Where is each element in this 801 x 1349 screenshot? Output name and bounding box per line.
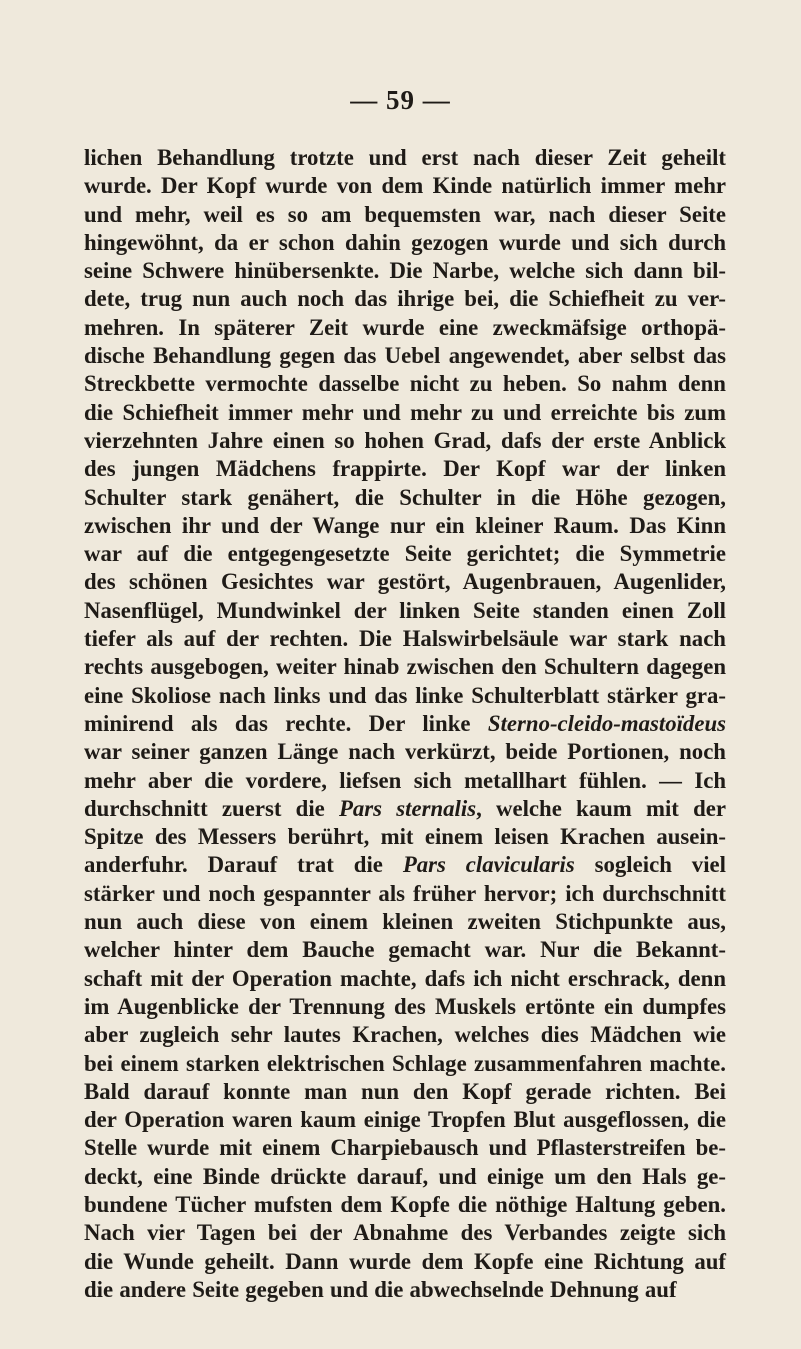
text-line bbox=[84, 540, 726, 568]
text-line bbox=[84, 738, 726, 766]
text-line bbox=[84, 625, 726, 653]
text-run: hingewöhnt, da er schon dahin gezogen wurde und sich durch bbox=[84, 229, 726, 255]
text-line bbox=[84, 257, 726, 285]
text-run: bundene Tücher mufsten dem Kopfe die nöthige Haltung geben. bbox=[84, 1191, 726, 1217]
text-run: dische Behandlung gegen das Uebel angewendet, aber selbst das bbox=[84, 343, 726, 369]
text-run: Streckbette vermochte dasselbe nicht zu heben. So nahm denn bbox=[84, 371, 726, 397]
text-line bbox=[84, 1191, 726, 1219]
text-line bbox=[84, 936, 726, 964]
text-run: seine Schwere hinübersenkte. Die Narbe, welche sich dann bil- bbox=[84, 258, 726, 284]
text-line bbox=[84, 370, 726, 398]
text-line bbox=[84, 427, 726, 455]
text-line bbox=[84, 993, 726, 1021]
text-line bbox=[84, 851, 726, 879]
text-line bbox=[84, 172, 726, 200]
text-line bbox=[84, 455, 726, 483]
text-run: die Wunde geheilt. Dann wurde dem Kopfe eine Richtung auf bbox=[84, 1248, 726, 1274]
italic-term: Pars clavicularis bbox=[402, 852, 575, 878]
text-line bbox=[84, 1276, 726, 1304]
text-line bbox=[84, 201, 726, 229]
text-line bbox=[84, 682, 726, 710]
text-run: Stelle wurde mit einem Charpiebausch und Pflasterstreifen be- bbox=[84, 1135, 726, 1161]
text-run: Spitze des Messers berührt, mit einem leisen Krachen ausein- bbox=[84, 824, 726, 850]
text-run: im Augenblicke der Trennung des Muskels ertönte ein dumpfes bbox=[84, 993, 726, 1019]
text-run: und mehr, weil es so am bequemsten war, nach dieser Seite bbox=[84, 201, 726, 227]
text-run: des jungen Mädchens frappirte. Der Kopf war der linken bbox=[84, 456, 726, 482]
text-run: stärker und noch gespannter als früher hervor; ich durchschnitt bbox=[84, 880, 726, 906]
text-run: zwischen ihr und der Wange nur ein kleiner Raum. Das Kinn bbox=[84, 512, 726, 538]
text-run: war auf die entgegengesetzte Seite gerichtet; die Symmetrie bbox=[84, 541, 726, 567]
text-line bbox=[84, 399, 726, 427]
text-line bbox=[84, 880, 726, 908]
text-line bbox=[84, 568, 726, 596]
text-line bbox=[84, 342, 726, 370]
text-run: vierzehnten Jahre einen so hohen Grad, dafs der erste Anblick bbox=[84, 427, 726, 453]
text-run: Nach vier Tagen bei der Abnahme des Verbandes zeigte sich bbox=[84, 1220, 726, 1246]
text-run: rechts ausgebogen, weiter hinab zwischen den Schultern dagegen bbox=[84, 654, 726, 680]
text-line bbox=[84, 823, 726, 851]
text-run: schaft mit der Operation machte, dafs ich nicht erschrack, denn bbox=[84, 965, 726, 991]
text-run: bei einem starken elektrischen Schlage zusammenfahren machte. bbox=[84, 1050, 726, 1076]
text-run: des schönen Gesichtes war gestört, Augenbrauen, Augenlider, bbox=[84, 569, 726, 595]
text-run: Bald darauf konnte man nun den Kopf gerade richten. Bei bbox=[84, 1078, 726, 1104]
text-line bbox=[84, 1106, 726, 1134]
text-run: sogleich viel bbox=[574, 852, 726, 878]
text-line bbox=[84, 597, 726, 625]
text-line bbox=[84, 653, 726, 681]
body-text bbox=[84, 144, 726, 1304]
text-line bbox=[84, 1134, 726, 1162]
text-line bbox=[84, 795, 726, 823]
text-line bbox=[84, 1219, 726, 1247]
text-line bbox=[84, 1050, 726, 1078]
text-run: mehr aber die vordere, liefsen sich metallhart fühlen. — Ich bbox=[84, 767, 726, 793]
text-line bbox=[84, 484, 726, 512]
text-run: die andere Seite gegeben und die abwechselnde Dehnung auf bbox=[84, 1276, 677, 1302]
text-run: die Schiefheit immer mehr und mehr zu und erreichte bis zum bbox=[84, 399, 726, 425]
text-line bbox=[84, 512, 726, 540]
text-line bbox=[84, 1163, 726, 1191]
text-line bbox=[84, 144, 726, 172]
text-run: der Operation waren kaum einige Tropfen Blut ausgeflossen, die bbox=[84, 1107, 726, 1133]
text-run: nun auch diese von einem kleinen zweiten Stichpunkte aus, bbox=[84, 909, 726, 935]
text-line bbox=[84, 229, 726, 257]
text-run: Nasenflügel, Mundwinkel der linken Seite standen einen Zoll bbox=[84, 597, 726, 623]
text-line bbox=[84, 1078, 726, 1106]
text-run: tiefer als auf der rechten. Die Halswirbelsäule war stark nach bbox=[84, 626, 726, 652]
text-run: anderfuhr. Darauf trat die bbox=[84, 852, 403, 878]
text-run: aber zugleich sehr lautes Krachen, welches dies Mädchen wie bbox=[84, 1022, 726, 1048]
text-line bbox=[84, 710, 726, 738]
text-run: eine Skoliose nach links und das linke Schulterblatt stärker gra- bbox=[84, 682, 726, 708]
text-run: dete, trug nun auch noch das ihrige bei, die Schiefheit zu ver- bbox=[84, 286, 726, 312]
text-line bbox=[84, 908, 726, 936]
page-number: — 59 — bbox=[350, 85, 451, 115]
text-run: minirend als das rechte. Der linke bbox=[84, 710, 488, 736]
text-line bbox=[84, 285, 726, 313]
text-line bbox=[84, 314, 726, 342]
italic-term: Pars sternalis bbox=[338, 795, 477, 821]
text-run: , welche kaum mit der bbox=[476, 795, 727, 821]
text-run: war seiner ganzen Länge nach verkürzt, beide Portionen, noch bbox=[84, 739, 726, 765]
text-run: welcher hinter dem Bauche gemacht war. Nur die Bekannt- bbox=[84, 937, 726, 963]
text-line bbox=[84, 965, 726, 993]
text-line bbox=[84, 767, 726, 795]
text-run: mehren. In späterer Zeit wurde eine zweckmäfsige orthopä- bbox=[84, 314, 726, 340]
text-run: durchschnitt zuerst die bbox=[84, 795, 339, 821]
text-line bbox=[84, 1248, 726, 1276]
text-line bbox=[84, 1021, 726, 1049]
italic-term: Sterno-cleido-mastoïdeus bbox=[487, 710, 726, 736]
text-run: Schulter stark genähert, die Schulter in die Höhe gezogen, bbox=[84, 484, 726, 510]
text-run: wurde. Der Kopf wurde von dem Kinde natürlich immer mehr bbox=[84, 173, 726, 199]
text-run: deckt, eine Binde drückte darauf, und einige um den Hals ge- bbox=[84, 1163, 726, 1189]
text-run: lichen Behandlung trotzte und erst nach dieser Zeit geheilt bbox=[84, 145, 726, 170]
